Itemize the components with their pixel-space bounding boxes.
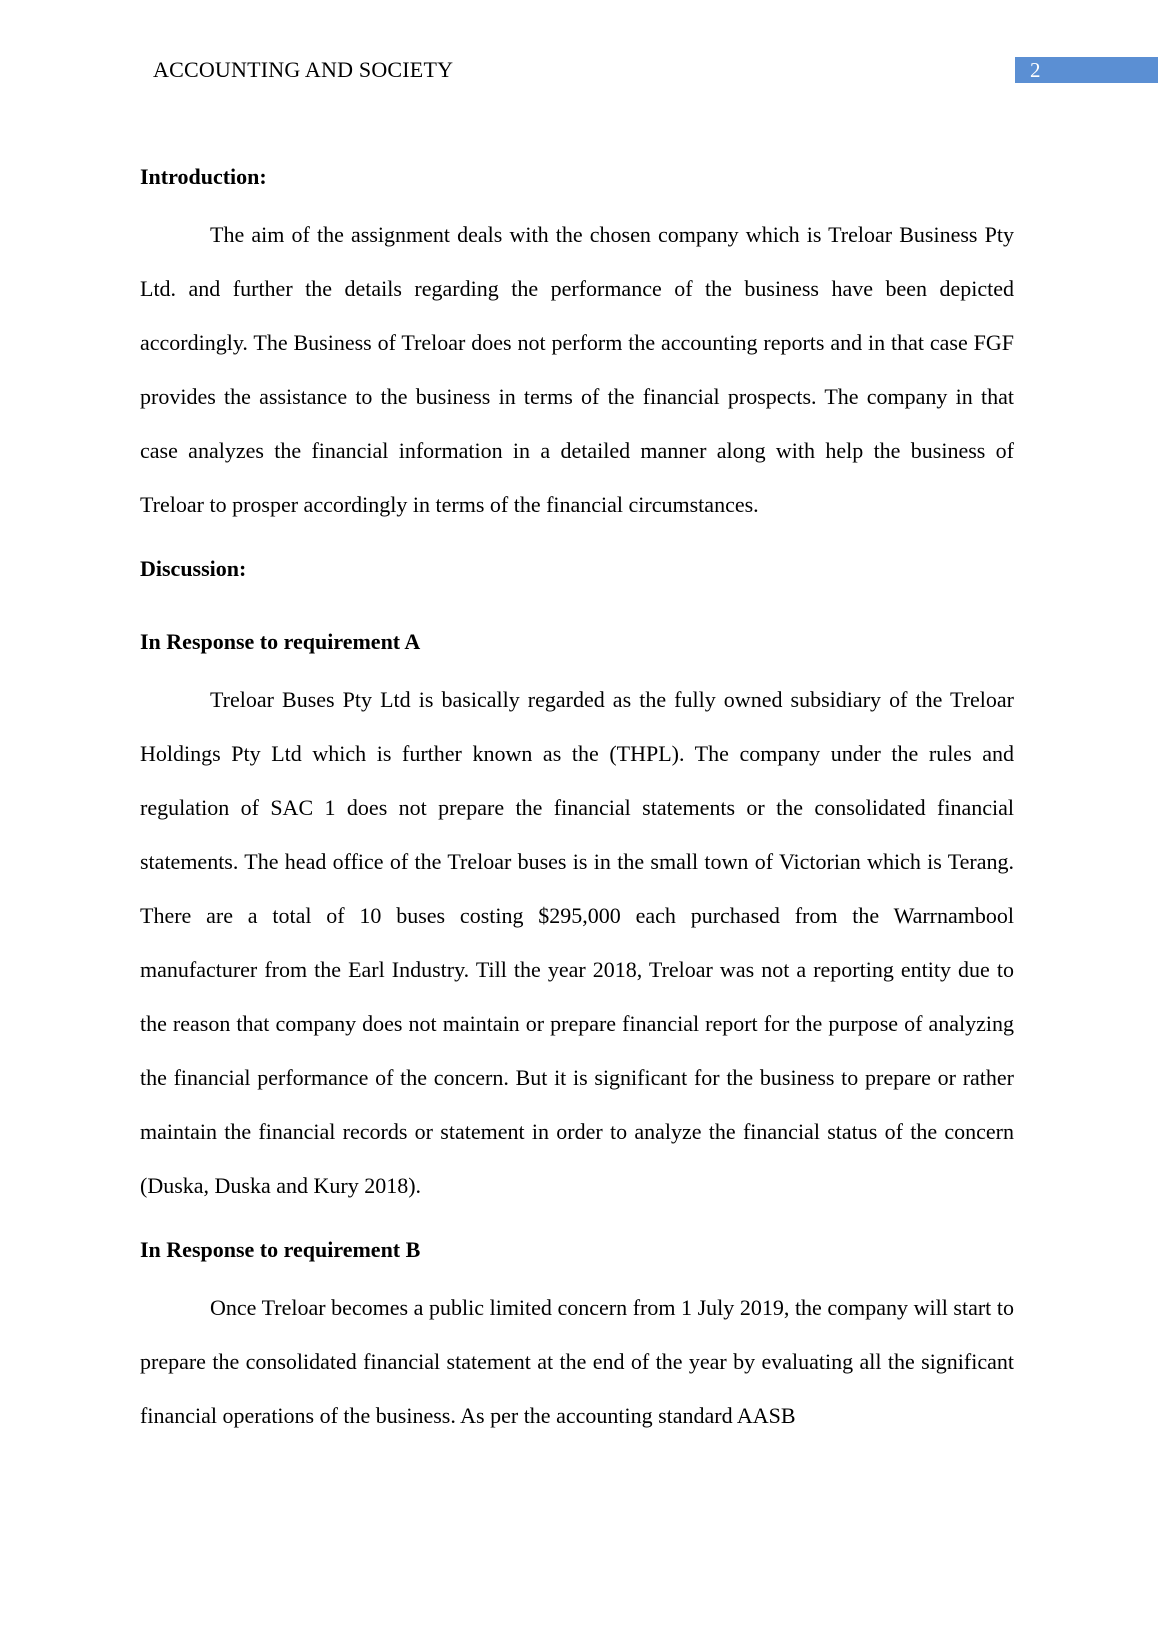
page-number: 2 xyxy=(1030,58,1041,82)
requirement-b-paragraph: Once Treloar becomes a public limited concern from 1 July 2019, the company will start to prepare the consolidated financial statement at the end of the year by evaluating all the significant financial operations of the business. As per the accounting standard AASB xyxy=(140,1295,1014,1428)
introduction-paragraph: The aim of the assignment deals with the chosen company which is Treloar Business Pty Ltd. and further the details regarding the performance of the business have been depicted accordingly. The Business of Treloar does not perform the accounting reports and in that case FGF provides the assistance to the business in terms of the financial prospects. The company in that case analyzes the financial information in a detailed manner along with help the business of Treloar to prosper accordingly in terms of the financial circumstances. xyxy=(140,222,1014,517)
requirement-a-paragraph: Treloar Buses Pty Ltd is basically regarded as the fully owned subsidiary of the Treloar Holdings Pty Ltd which is further known as the (THPL). The company under the rules and regulation of SAC 1 does not prepare the financial statements or the consolidated financial statements. The head office of the Treloar buses is in the small town of Victorian which is Terang. There are a total of 10 buses costing $295,000 each purchased from the Warrnambool manufacturer from the Earl Industry. Till the year 2018, Treloar was not a reporting entity due to the reason that company does not maintain or prepare financial report for the purpose of analyzing the financial performance of the concern. But it is significant for the business to prepare or rather maintain the financial records or statement in order to analyze the financial status of the concern (Duska, Duska and Kury 2018). xyxy=(140,687,1014,1198)
page-header xyxy=(0,0,1158,110)
document-body xyxy=(140,162,1014,1443)
page-number-box xyxy=(1015,57,1158,83)
running-head: ACCOUNTING AND SOCIETY xyxy=(153,57,454,82)
requirement-a-heading: In Response to requirement A xyxy=(140,629,421,654)
introduction-heading: Introduction: xyxy=(140,164,267,189)
requirement-b-heading: In Response to requirement B xyxy=(140,1237,421,1262)
discussion-heading: Discussion: xyxy=(140,556,247,581)
